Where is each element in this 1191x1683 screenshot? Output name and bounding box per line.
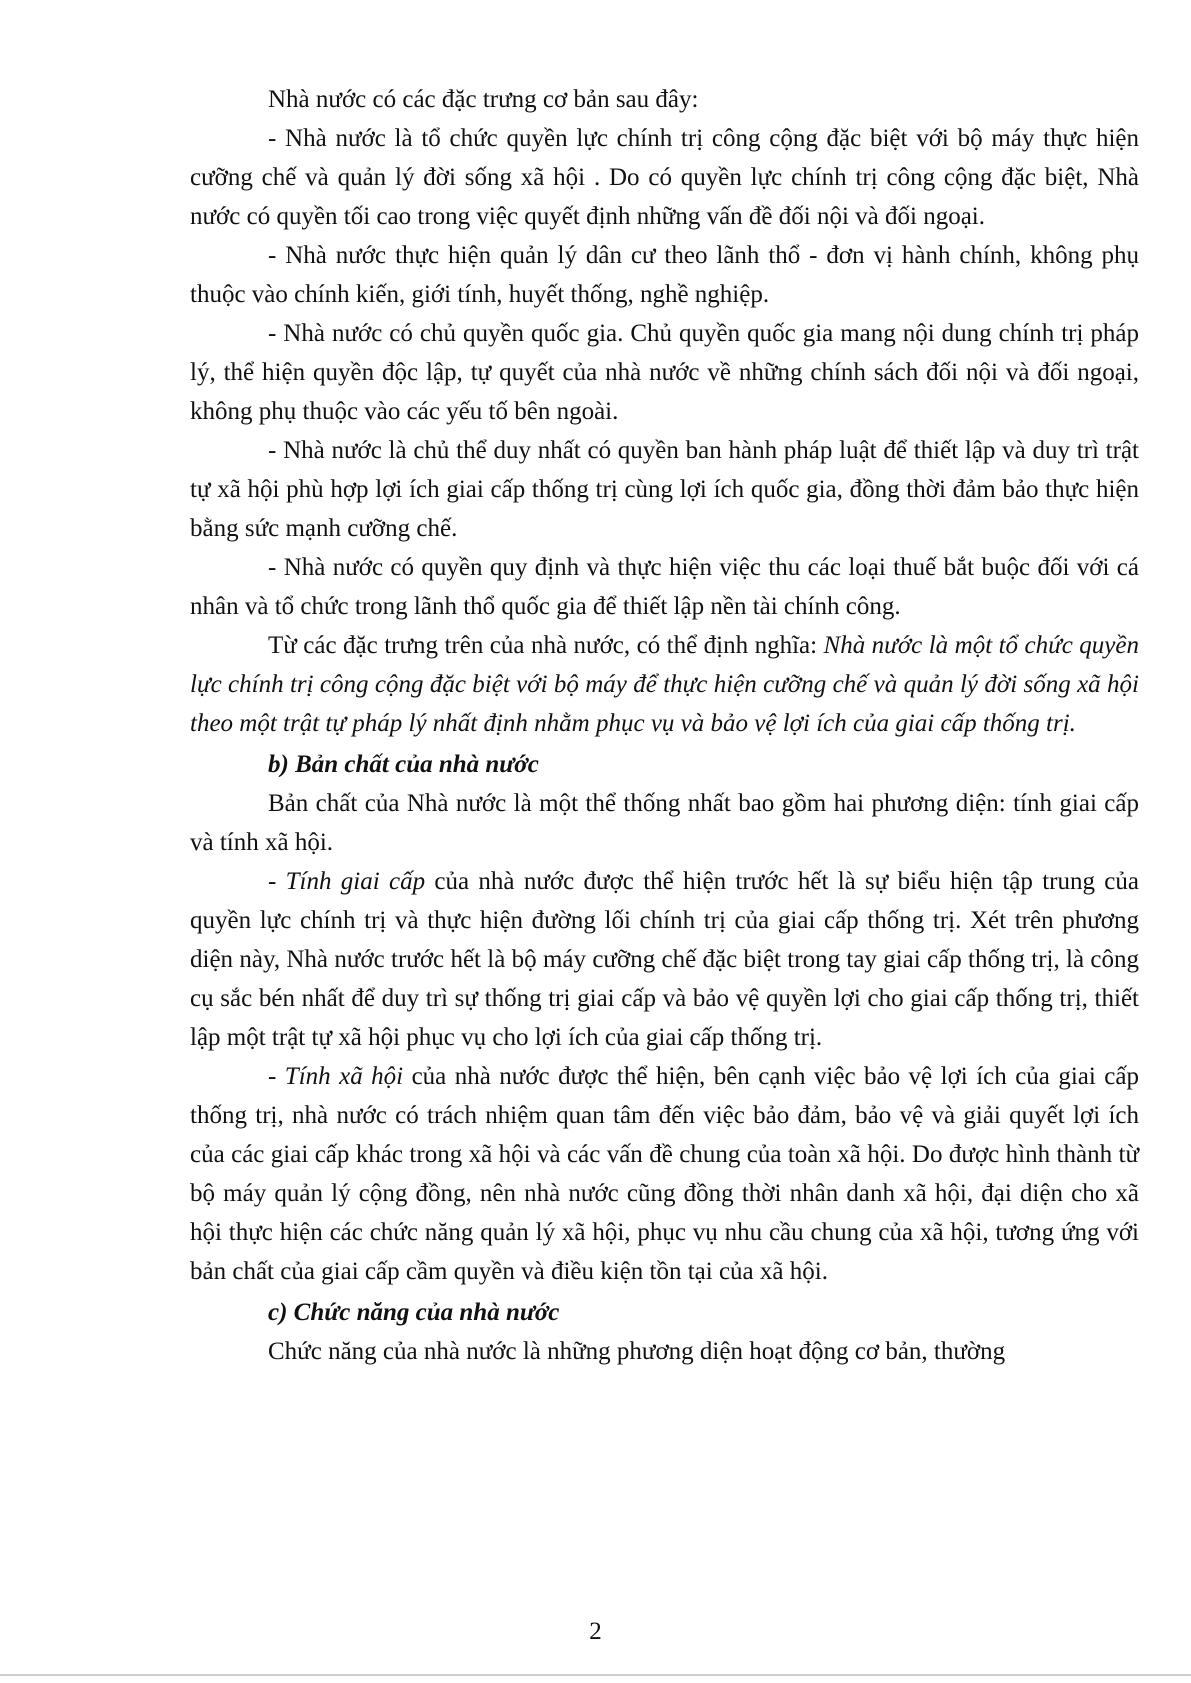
heading-nature: b) Bản chất của nhà nước bbox=[268, 751, 539, 778]
characteristic-sovereignty: - Nhà nước có chủ quyền quốc gia. Chủ quyền quốc gia mang nội dung chính trị pháp lý, thể hiện quyền độc lập, tự quyết của nhà nước về những chính sách đối nội và đối ngoại, không phụ thuộc vào các yếu tố bên ngoài. bbox=[190, 320, 1139, 425]
definition-paragraph bbox=[190, 626, 1139, 743]
function-intro-paragraph: Chức năng của nhà nước là những phương diện hoạt động cơ bản, thường bbox=[268, 1338, 1006, 1365]
characteristic-state-power: - Nhà nước là tổ chức quyền lực chính trị công cộng đặc biệt với bộ máy thực hiện cưỡng chế và quản lý đời sống xã hội . Do có quyền lực chính trị công cộng đặc biệt, Nhà nước có quyền tối cao trong việc quyết định những vấn đề đối nội và đối ngoại. bbox=[190, 125, 1139, 230]
characteristic-legislation: - Nhà nước là chủ thể duy nhất có quyền ban hành pháp luật để thiết lập và duy trì trật tự xã hội phù hợp lợi ích giai cấp thống trị cùng lợi ích quốc gia, đồng thời đảm bảo thực hiện bằng sức mạnh cưỡng chế. bbox=[190, 437, 1139, 542]
definition-lead: Từ các đặc trưng trên của nhà nước, có thể định nghĩa: bbox=[268, 632, 824, 659]
class-nature-text: của nhà nước được thể hiện trước hết là sự biểu hiện tập trung của quyền lực chính trị và thực hiện đường lối chính trị của giai cấp thống trị. Xét trên phương diện này, Nhà nước trước hết là bộ máy cưỡng chế đặc biệt trong tay giai cấp thống trị, là công cụ sắc bén nhất để duy trì sự thống trị giai cấp và bảo vệ quyền lợi cho giai cấp thống trị, thiết lập một trật tự xã hội phục vụ cho lợi ích của giai cấp thống trị. bbox=[190, 868, 1139, 1051]
nature-intro-paragraph: Bản chất của Nhà nước là một thể thống nhất bao gồm hai phương diện: tính giai cấp và tính xã hội. bbox=[190, 790, 1139, 856]
page-number: 2 bbox=[589, 1618, 602, 1645]
class-dash: - bbox=[268, 868, 286, 895]
intro-paragraph: Nhà nước có các đặc trưng cơ bản sau đây: bbox=[268, 86, 699, 113]
social-nature-paragraph bbox=[190, 1057, 1139, 1291]
heading-function: c) Chức năng của nhà nước bbox=[268, 1299, 560, 1326]
characteristic-taxation: - Nhà nước có quyền quy định và thực hiện việc thu các loại thuế bắt buộc đối với cá nhân và tổ chức trong lãnh thổ quốc gia để thiết lập nền tài chính công. bbox=[190, 554, 1139, 620]
social-nature-text: của nhà nước được thể hiện, bên cạnh việc bảo vệ lợi ích của giai cấp thống trị, nhà nước có trách nhiệm quan tâm đến việc bảo đảm, bảo vệ và giải quyết lợi ích của các giai cấp khác trong xã hội và các vấn đề chung của toàn xã hội. Do được hình thành từ bộ máy quản lý cộng đồng, nên nhà nước cũng đồng thời nhân danh xã hội, đại diện cho xã hội thực hiện các chức năng quản lý xã hội, phục vụ nhu cầu chung của xã hội, tương ứng với bản chất của giai cấp cầm quyền và điều kiện tồn tại của xã hội. bbox=[190, 1063, 1139, 1285]
characteristic-territory: - Nhà nước thực hiện quản lý dân cư theo lãnh thổ - đơn vị hành chính, không phụ thuộc vào chính kiến, giới tính, huyết thống, nghề nghiệp. bbox=[190, 242, 1139, 308]
scan-bottom-edge bbox=[0, 1674, 1191, 1676]
social-nature-term: - Tính xã hội bbox=[268, 1063, 404, 1090]
class-nature-term: Tính giai cấp bbox=[285, 868, 426, 895]
class-nature-paragraph bbox=[190, 862, 1139, 1057]
definition-text: Nhà nước là một tổ chức quyền lực chính trị công cộng đặc biệt với bộ máy để thực hiện cưỡng chế và quản lý đời sống xã hội theo một trật tự pháp lý nhất định nhằm phục vụ và bảo vệ lợi ích của giai cấp thống trị. bbox=[190, 632, 1139, 737]
